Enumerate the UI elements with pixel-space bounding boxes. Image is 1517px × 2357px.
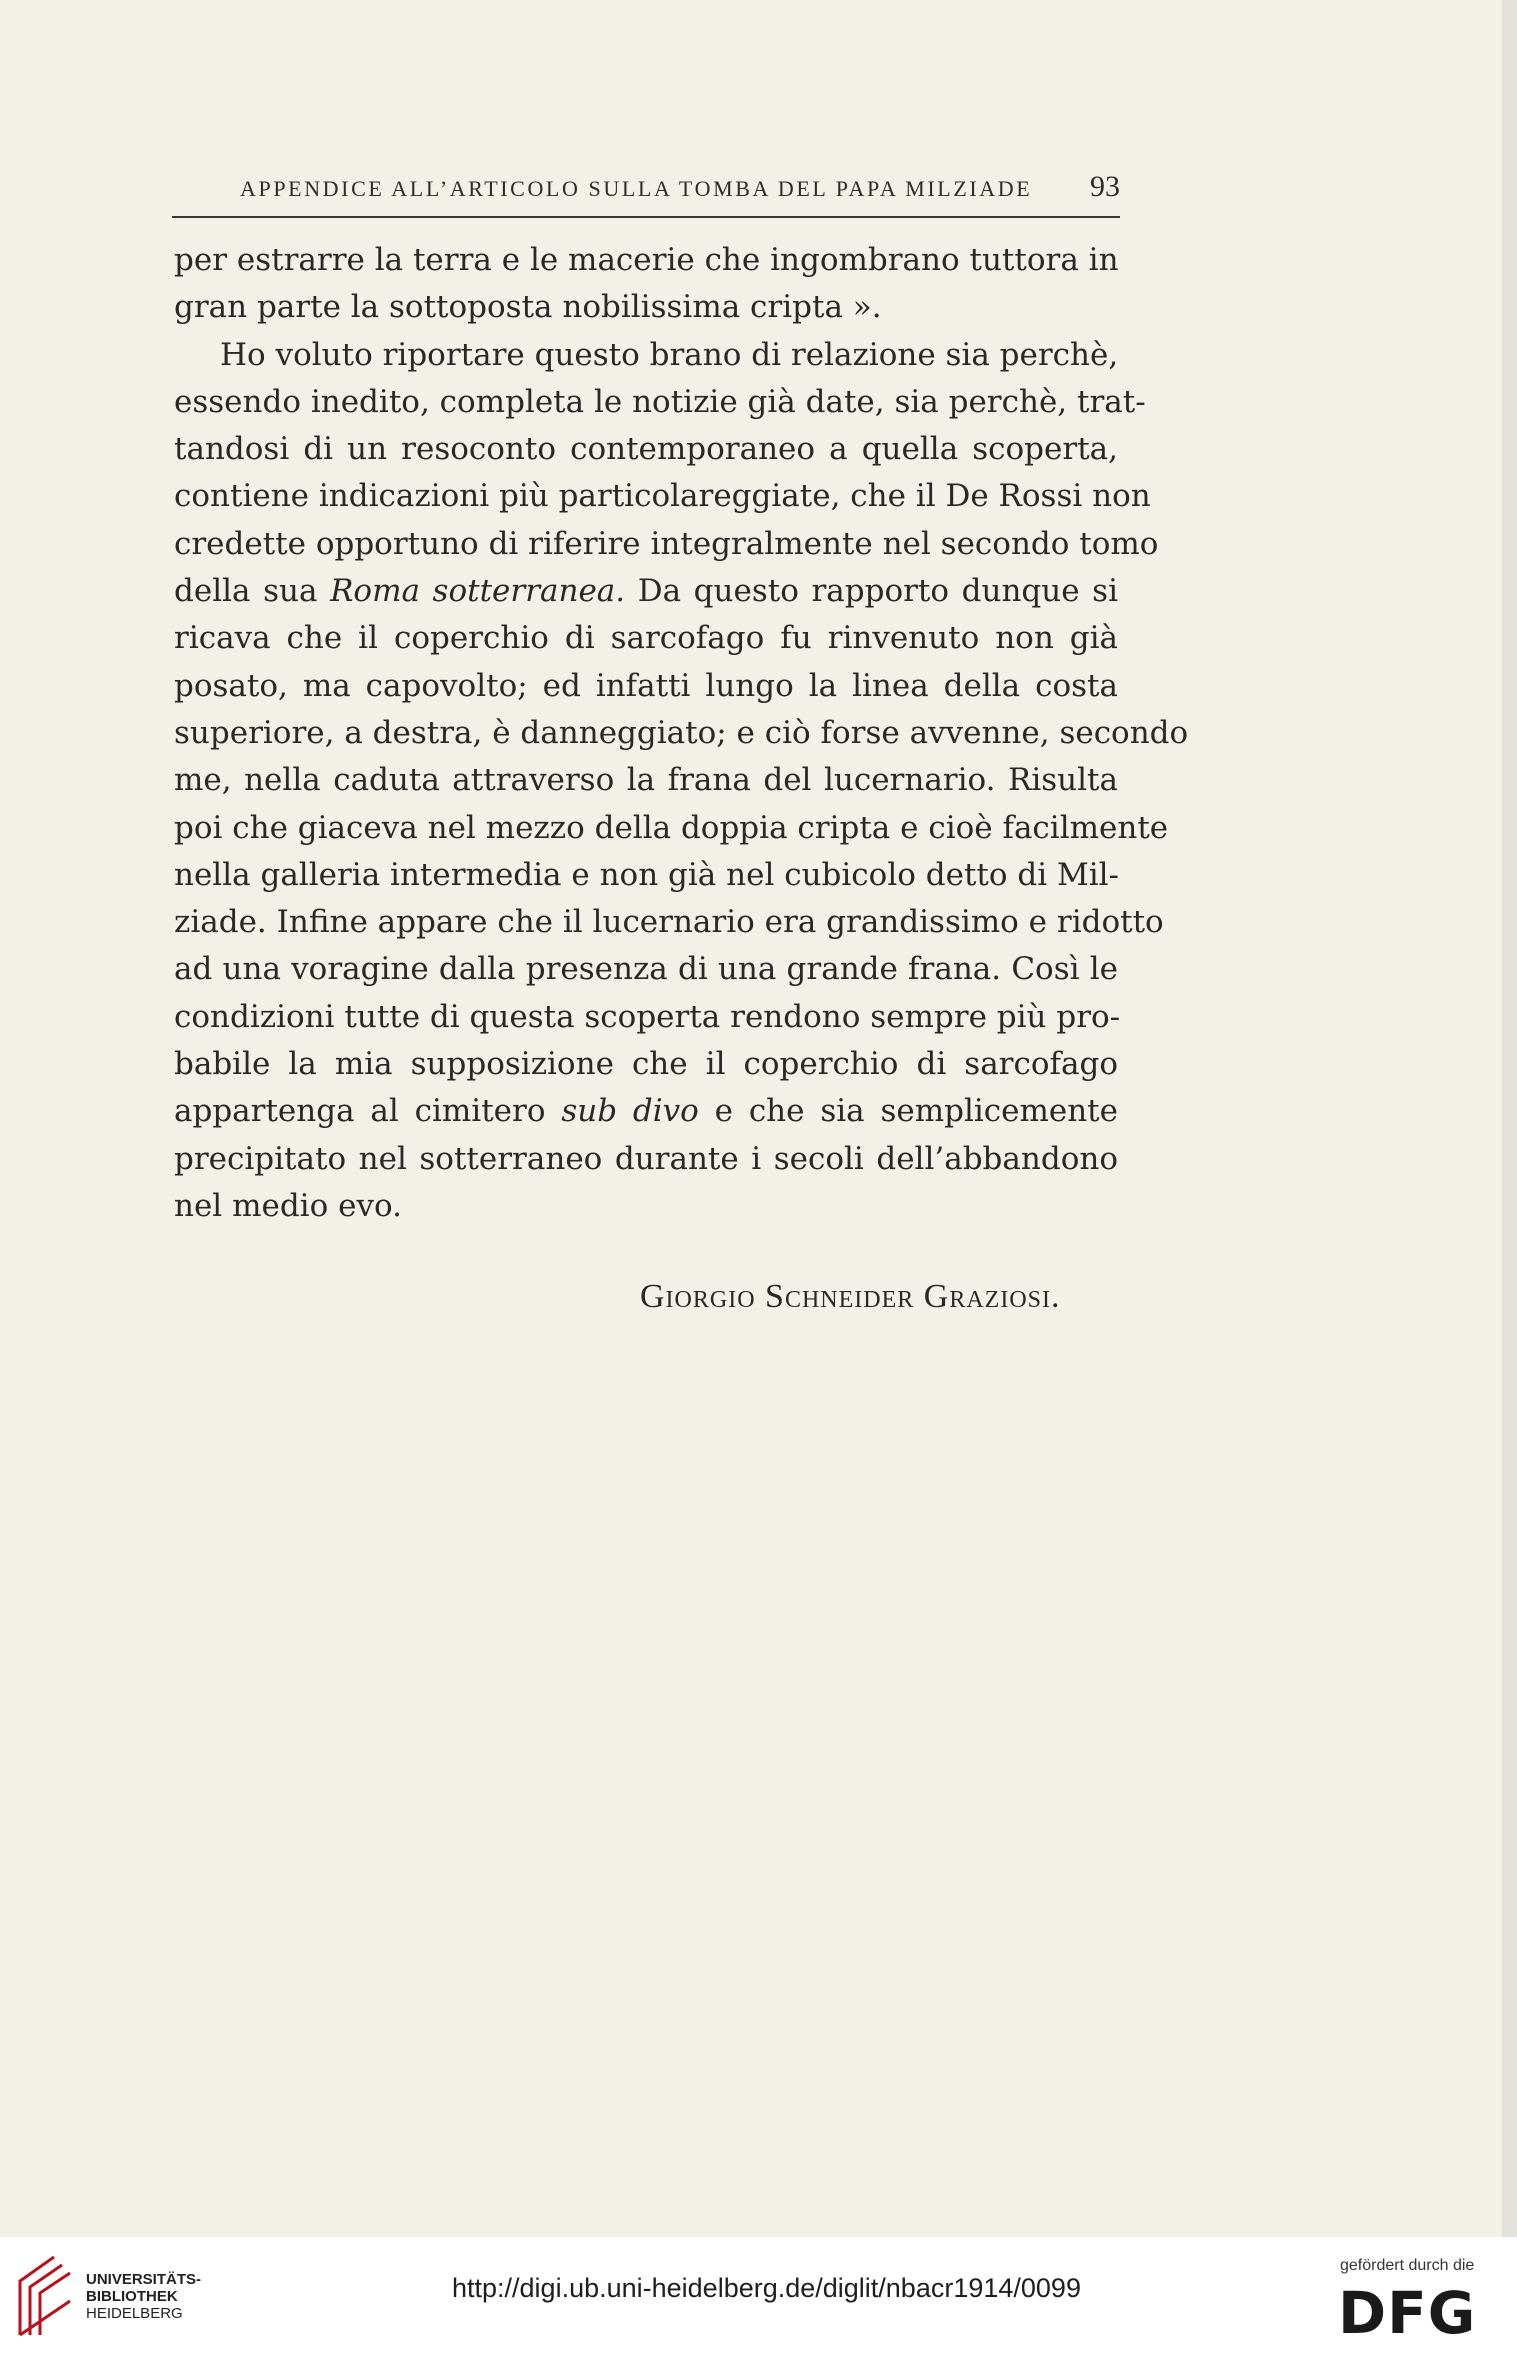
text-line: ziade. Infine appare che il lucernario era grandissimo e ridotto — [174, 904, 1164, 941]
text-line: nella galleria intermedia e non già nel cubicolo detto di Mil- — [174, 856, 1120, 893]
text-segment: appartenga al cimitero — [174, 1093, 546, 1130]
italic-phrase: sub divo — [561, 1093, 699, 1130]
text-line: precipitato nel sotterraneo durante i secoli dell’abbandono — [174, 1140, 1118, 1177]
text-line: condizioni tutte di questa scoperta rendono sempre più pro- — [174, 998, 1121, 1035]
text-segment: della sua — [174, 573, 318, 610]
italic-title: Roma sotterranea. — [330, 573, 626, 610]
text-segment: Da questo rapporto dunque si — [637, 573, 1118, 610]
text-line — [174, 568, 1118, 615]
text-line: credette opportuno di riferire integralmente nel secondo tomo — [174, 525, 1159, 562]
library-name-line: UNIVERSITÄTS- — [86, 2271, 202, 2288]
library-name-line: BIBLIOTHEK — [86, 2288, 178, 2305]
university-library-logo-icon — [14, 2251, 76, 2339]
text-line: gran parte la sottoposta nobilissima cripta ». — [174, 289, 882, 326]
signature-text: Giorgio Schneider Graziosi. — [640, 1278, 1061, 1315]
running-head — [172, 170, 1120, 204]
text-line — [174, 1088, 1118, 1135]
text-line: posato, ma capovolto; ed infatti lungo la linea della costa — [174, 667, 1118, 704]
body-text — [174, 237, 1189, 1230]
page-number: 93 — [1090, 170, 1120, 203]
library-name — [86, 2271, 201, 2322]
text-line: me, nella caduta attraverso la frana del lucernario. Risulta — [174, 762, 1118, 799]
page-edge — [1502, 0, 1517, 2237]
footer-bar — [0, 2237, 1517, 2357]
dfg-logo: DFG — [1338, 2279, 1477, 2347]
text-segment: e che sia semplicemente — [714, 1093, 1118, 1130]
permalink-url[interactable]: http://digi.ub.uni-heidelberg.de/diglit/nbacr1914/0099 — [452, 2273, 1081, 2303]
library-name-line: HEIDELBERG — [86, 2305, 183, 2322]
funding-caption: gefördert durch die — [1340, 2257, 1475, 2274]
running-title: APPENDICE ALL’ARTICOLO SULLA TOMBA DEL PAPA MILZIADE — [240, 176, 1033, 201]
text-line: per estrarre la terra e le macerie che ingombrano tuttora in — [174, 242, 1119, 278]
text-line: Ho voluto riportare questo brano di relazione sia perchè, — [220, 336, 1119, 373]
text-line: essendo inedito, completa le notizie già date, sia perchè, trat- — [174, 383, 1146, 420]
text-line: nel medio evo. — [174, 1187, 402, 1224]
text-line: babile la mia supposizione che il coperchio di sarcofago — [174, 1046, 1118, 1083]
text-line: ad una voragine dalla presenza di una grande frana. Così le — [174, 951, 1118, 988]
header-rule — [172, 216, 1120, 218]
text-line: ricava che il coperchio di sarcofago fu rinvenuto non già — [174, 620, 1118, 657]
author-signature — [640, 1278, 1095, 1316]
text-line: poi che giaceva nel mezzo della doppia cripta e cioè facilmente — [174, 809, 1169, 846]
text-line: superiore, a destra, è danneggiato; e ciò forse avvenne, secondo — [174, 714, 1189, 751]
text-line: contiene indicazioni più particolareggiate, che il De Rossi non — [174, 478, 1151, 515]
text-line: tandosi di un resoconto contemporaneo a quella scoperta, — [174, 431, 1118, 468]
